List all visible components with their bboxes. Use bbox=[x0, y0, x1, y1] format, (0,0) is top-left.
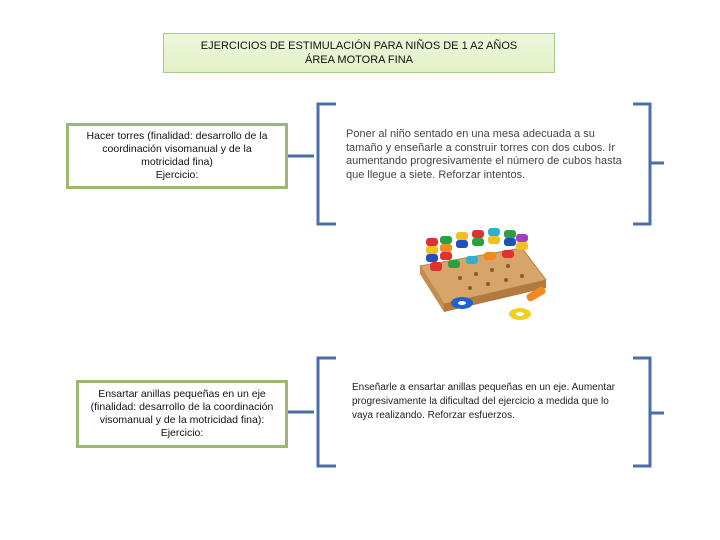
exercise-2-goal-line: Ensartar anillas pequeñas en un eje bbox=[98, 388, 266, 400]
exercise-2-goal-line: visomanual y de la motricidad fina): bbox=[99, 414, 265, 426]
exercise-1-goal-line: Hacer torres (finalidad: desarrollo de la bbox=[86, 130, 268, 142]
exercise-2-goal-line: Ejercicio: bbox=[160, 427, 204, 439]
right-bracket bbox=[633, 104, 650, 224]
stacking-toy-image bbox=[410, 218, 550, 328]
exercise-1-goal-line: coordinación visomanual y de la bbox=[102, 143, 252, 155]
right-bracket bbox=[633, 358, 650, 466]
exercise-2-goal-line: (finalidad: desarrollo de la coordinación bbox=[90, 401, 274, 413]
exercise-2-description: Enseñarle a ensartar anillas pequeñas en un eje. Aumentar progresivamente la dificultad del ejercicio a medida que lo vaya realizando. Reforzar esfuerzos. bbox=[352, 382, 615, 421]
exercise-1-goal-line: Ejercicio: bbox=[155, 169, 199, 181]
left-bracket bbox=[318, 104, 336, 224]
exercise-1-goal-line: motricidad fina) bbox=[141, 156, 213, 168]
exercise-1-description: Poner al niño sentado en una mesa adecuada a su tamaño y enseñarle a construir torres con dos cubos. Ir aumentando progresivamente el número de cubos hasta que llegue a siete. Reforzar intentos. bbox=[346, 128, 622, 181]
left-bracket bbox=[318, 358, 336, 466]
title-line-1: EJERCICIOS DE ESTIMULACIÓN PARA NIÑOS DE 1 A2 AÑOS bbox=[200, 40, 518, 52]
title-line-2: ÁREA MOTORA FINA bbox=[305, 54, 413, 66]
